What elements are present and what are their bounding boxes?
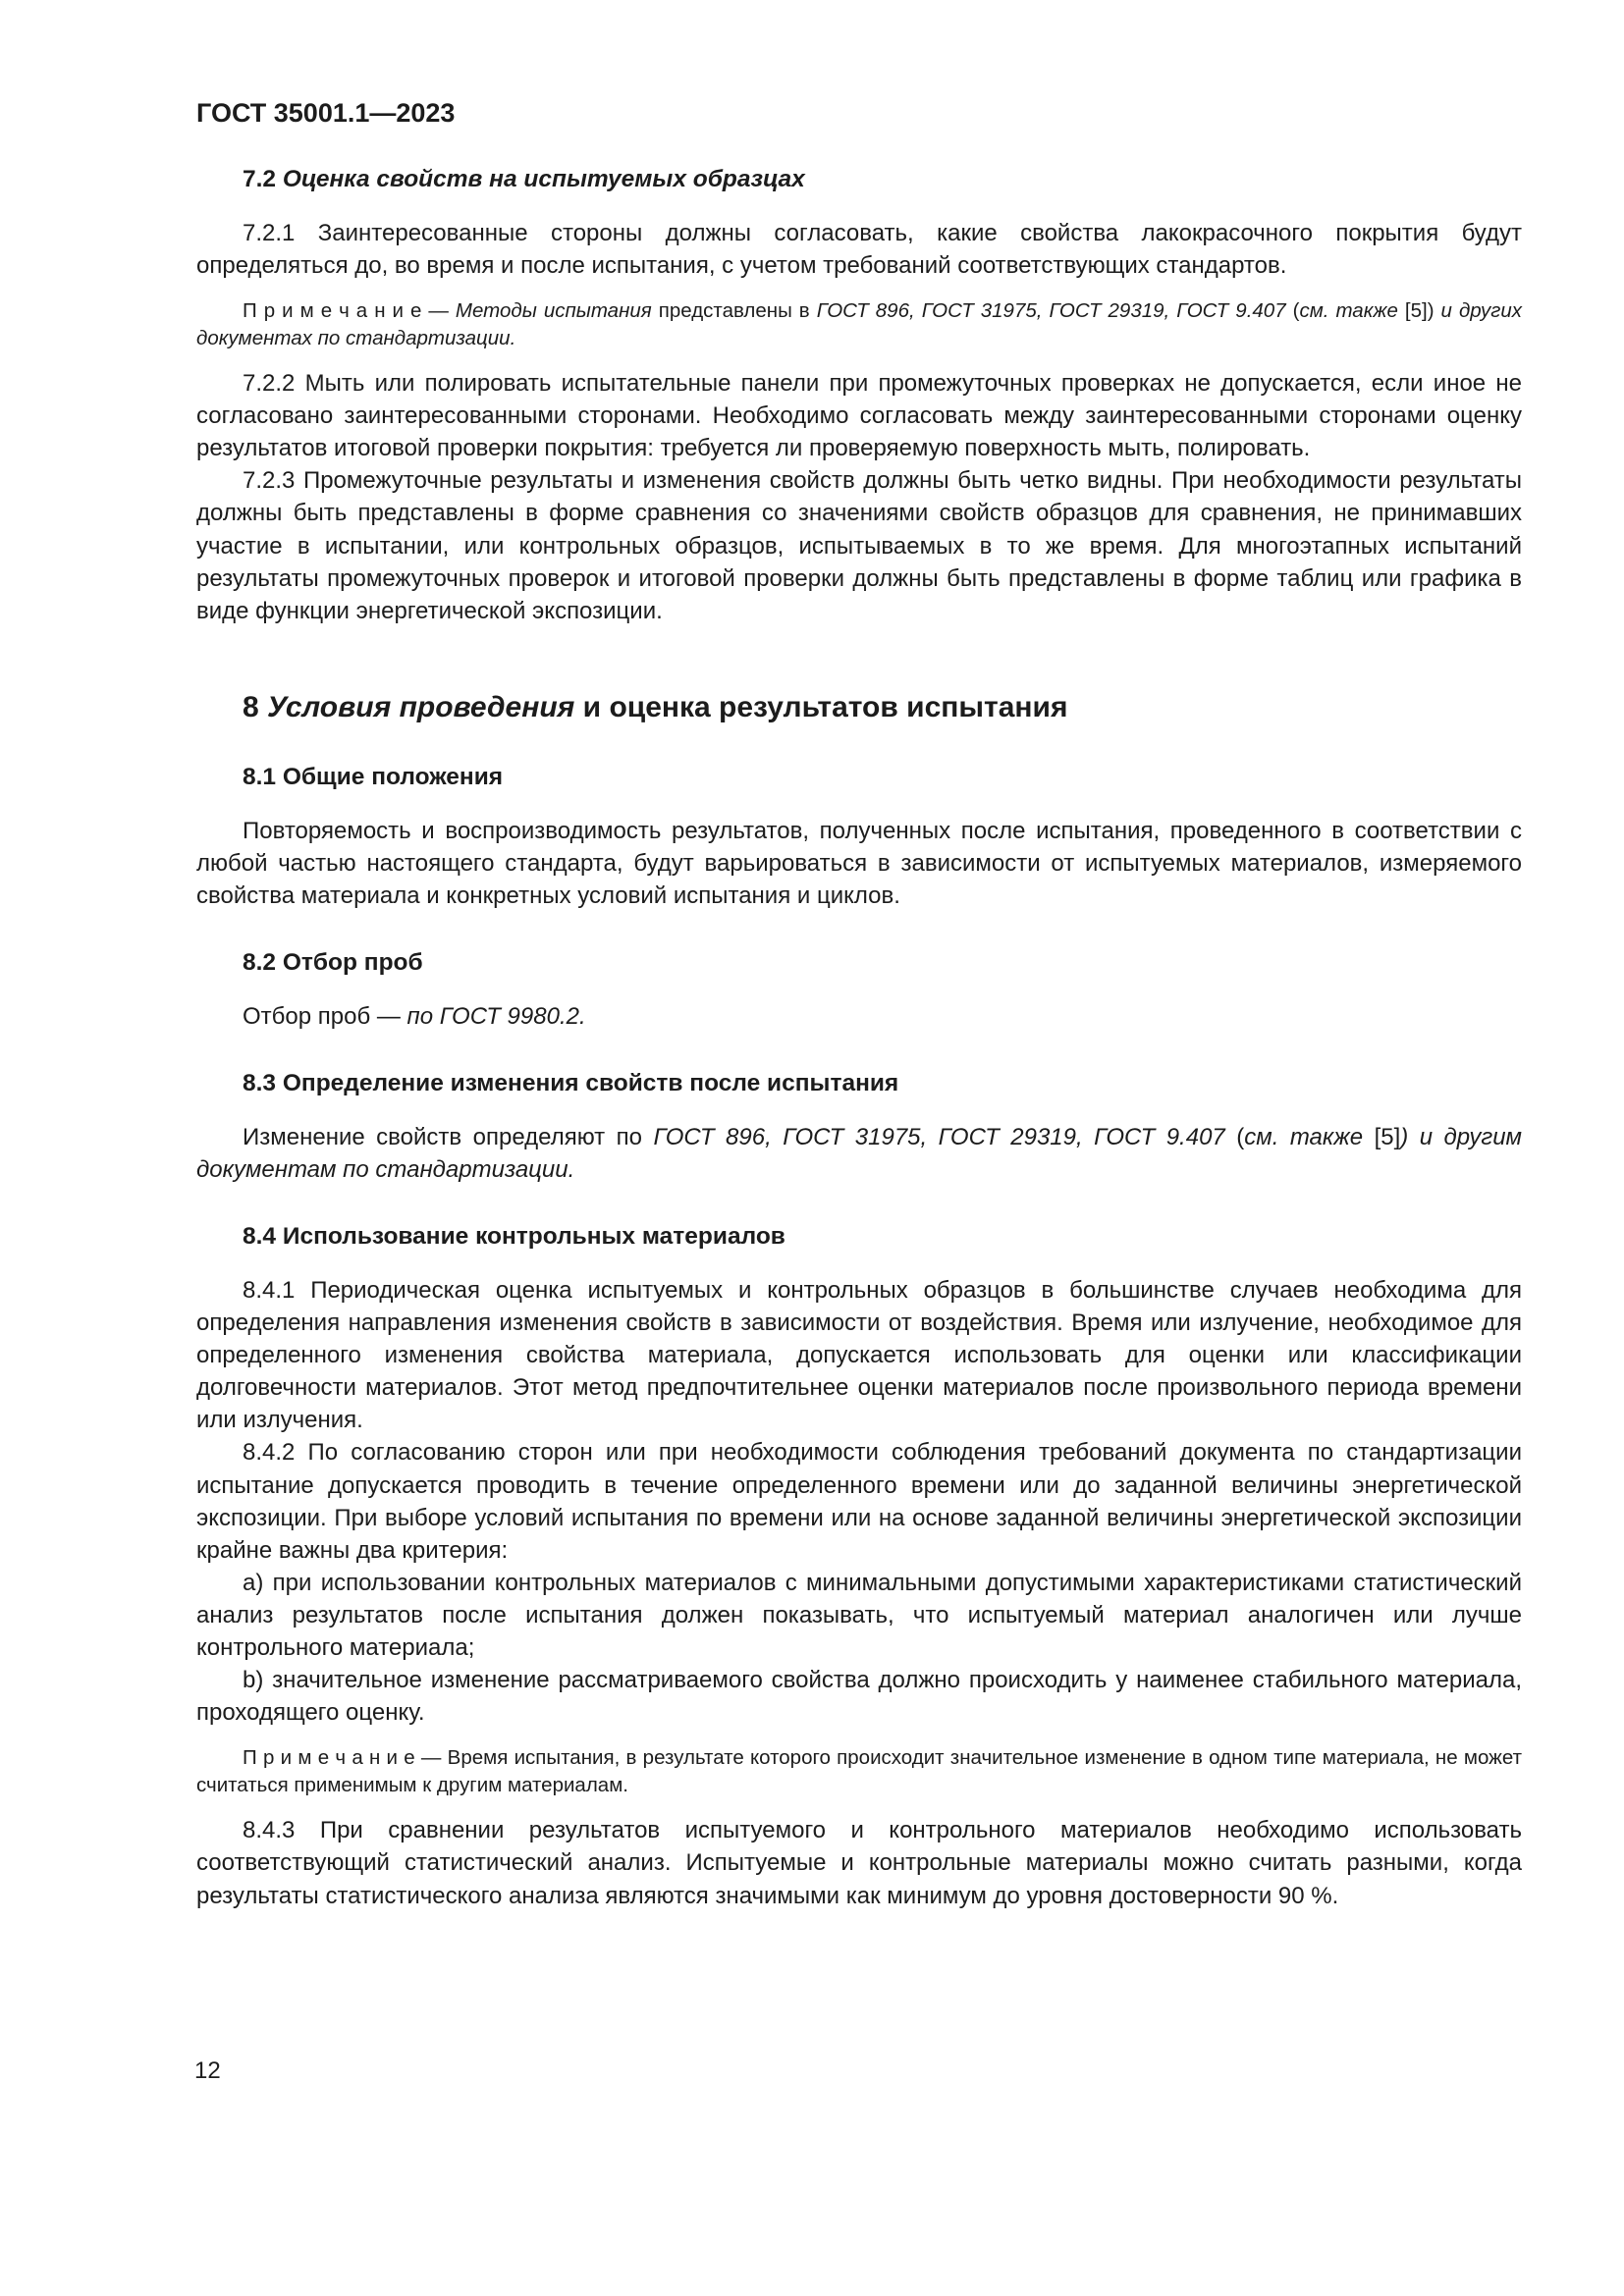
text-run: и других документах по стандартизации. <box>196 299 1523 349</box>
paragraph-7-2-2 <box>196 367 1522 464</box>
text-run: 7.2 <box>243 166 283 192</box>
paragraph-8-4-2-item-b <box>196 1664 1522 1729</box>
text-run: ) и другим документам по стандартизации. <box>196 1123 1522 1183</box>
paragraph-8-4-3 <box>196 1814 1522 1911</box>
text-run: 8.4.2 По согласованию сторон или при необходимости соблюдения требований документа по стандартизации испытание допускается проводить в течение определенного времени или до заданной величины энергетической экспозиции. При выборе условий испытания по времени или на основе заданной величины энергетической экспозиции крайне важны два критерия: <box>196 1439 1522 1564</box>
note-7-2-1 <box>196 297 1522 351</box>
text-run: представлены в <box>651 299 817 323</box>
text-run: 7.2.2 Мыть или полировать испытательные панели при промежуточных проверках не допускается, если иное не согласовано заинтересованными сторонами. Необходимо согласовать между заинтересованными сторонами оценку результатов итоговой проверки покрытия: требуется ли проверяемую поверхность мыть, полировать. <box>196 370 1522 462</box>
running-header: ГОСТ 35001.1—2023 <box>196 98 456 128</box>
note-8-4-2 <box>196 1744 1522 1798</box>
text-run: Повторяемость и воспроизводимость результатов, полученных после испытания, проведенного в соответствии с любой частью настоящего стандарта, будут варьироваться в зависимости от испытуемых материалов, измеряемого свойства материала и конкретных условий испытания и циклов. <box>196 817 1522 909</box>
text-run: П р и м е ч а н и е — Время испытания, в результате которого происходит значительное изменение в одном типе материала, не может считаться применимым к другим материалам. <box>196 1746 1522 1796</box>
text-run: см. также <box>1299 299 1398 323</box>
text-run: 8.4.3 При сравнении результатов испытуемого и контрольного материалов необходимо использовать соответствующий статистический анализ. Испытуемые и контрольные материалы можно считать разными, когда результаты статистического анализа являются значимыми как минимум до уровня достоверности 90 %. <box>196 1817 1522 1909</box>
paragraph-7-2-3 <box>196 464 1522 627</box>
text-run: 8 <box>243 690 268 723</box>
heading-8-4 <box>243 1221 1522 1253</box>
paragraph-8-3 <box>196 1121 1522 1186</box>
text-run: Условия проведения <box>267 690 575 723</box>
text-run: 8.2 Отбор проб <box>243 949 423 977</box>
text-run: ГОСТ 896, ГОСТ 31975, ГОСТ 29319, ГОСТ 9.407 <box>816 299 1286 323</box>
text-run: ( <box>1285 299 1300 323</box>
text-run: ( <box>1224 1123 1245 1150</box>
page-number: 12 <box>194 2057 221 2084</box>
paragraph-8-2 <box>196 1000 1522 1033</box>
text-run: и оценка результатов испытания <box>574 690 1068 723</box>
text-run: 8.3 Определение изменения свойств после испытания <box>243 1070 899 1096</box>
text-run: Отбор проб — <box>243 1002 407 1030</box>
paragraph-8-4-1 <box>196 1274 1522 1437</box>
paragraph-8-1 <box>196 815 1522 912</box>
page-content <box>196 98 1522 1912</box>
heading-8-2 <box>243 947 1522 979</box>
text-run: см. также <box>1244 1123 1364 1150</box>
text-run: a) при использовании контрольных материалов с минимальными допустимыми характеристиками статистический анализ результатов после испытания должен показывать, что испытуемый материал аналогичен или лучше контрольного материала; <box>196 1569 1522 1662</box>
paragraph-8-4-2-item-a <box>196 1567 1522 1664</box>
text-run: Оценка свойств на испытуемых образцах <box>282 166 805 192</box>
text-run: по ГОСТ 9980.2. <box>406 1002 586 1030</box>
text-run: 8.4.1 Периодическая оценка испытуемых и контрольных образцов в большинстве случаев необходима для определения направления изменения свойств в зависимости от воздействия. Время или излучение, необходимое для определенного изменения свойства материала, допускается использовать для оценки или классификации долговечности материалов. Этот метод предпочтительнее оценки материалов после произвольного периода времени или излучения. <box>196 1276 1522 1434</box>
text-run: [5] <box>1363 1123 1401 1150</box>
text-run: b) значительное изменение рассматриваемого свойства должно происходить у наименее стабильного материала, проходящего оценку. <box>196 1667 1522 1727</box>
text-run: 8.4 Использование контрольных материалов <box>243 1223 785 1251</box>
text-run: П р и м е ч а н и е — <box>243 299 456 323</box>
document-blocks <box>196 164 1522 1912</box>
text-run: 7.2.1 Заинтересованные стороны должны согласовать, какие свойства лакокрасочного покрытия будут определяться до, во время и после испытания, с учетом требований соответствующих стандартов. <box>196 219 1522 279</box>
text-run: 7.2.3 Промежуточные результаты и изменения свойств должны быть четко видны. При необходимости результаты должны быть представлены в форме сравнения со значениями свойств образцов для сравнения, не принимавших участие в испытании, или контрольных образцов, испытываемых в то же время. Для многоэтапных испытаний результаты промежуточных проверок и итоговой проверки должны быть представлены в форме таблиц или графика в виде функции энергетической экспозиции. <box>196 467 1522 624</box>
paragraph-7-2-1 <box>196 217 1522 282</box>
text-run: 8.1 Общие положения <box>243 763 504 790</box>
heading-8 <box>243 688 1522 726</box>
text-run: [5]) <box>1397 299 1441 323</box>
paragraph-8-4-2 <box>196 1436 1522 1566</box>
text-run: Изменение свойств определяют по <box>243 1123 654 1150</box>
heading-7-2 <box>243 164 1522 195</box>
text-run: Методы испытания <box>455 299 652 323</box>
heading-8-1 <box>243 762 1522 793</box>
text-run: ГОСТ 896, ГОСТ 31975, ГОСТ 29319, ГОСТ 9.407 <box>653 1123 1225 1150</box>
heading-8-3 <box>243 1068 1522 1099</box>
